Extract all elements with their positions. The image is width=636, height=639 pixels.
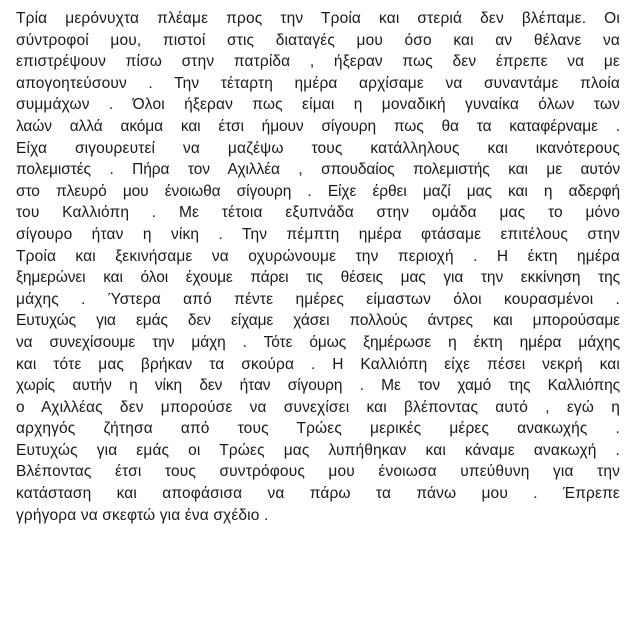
text-line: χωρίς αυτήν η νίκη δεν ήταν σίγουρη . Με τον χαμό της Καλλιόπης <box>16 377 620 395</box>
text-line: Είχα σιγουρευτεί να μαζέψω τους κατάλληλους και ικανότερους <box>16 139 620 157</box>
text-line: Τρία μερόνυχτα πλέαμε προς την Τροία και στεριά δεν βλέπαμε. Οι <box>16 10 620 27</box>
text-line: του Καλλιόπη . Με τέτοια εξυπνάδα στην ομάδα μας το μόνο <box>16 204 620 222</box>
text-line: Ευτυχώς για εμάς δεν είχαμε χάσει πολλούς άντρες και μπορούσαμε <box>16 312 620 330</box>
text-line: αρχηγός ζήτησα από τους Τρώες μερικές μέρες ανακωχής . <box>16 420 620 438</box>
text-line: σίγουρο ήταν η νίκη . Την πέμπτη ημέρα φτάσαμε επιτέλους στην <box>16 225 620 243</box>
text-line: μάχης . Ύστερα από πέντε ημέρες είμαστων όλοι κουρασμένοι . <box>16 290 620 308</box>
text-line: ξημερώνει και όλοι έχουμε πάρει τις θέσεις μας για την εκκίνηση της <box>16 269 620 287</box>
text-line: Ευτυχώς για εμάς οι Τρώες μας λυπήθηκαν και κάναμε ανακωχή . <box>16 441 620 459</box>
text-line: απογοητεύσουν . Την τέταρτη ημέρα αρχίσαμε να συναντάμε πλοία <box>16 74 620 92</box>
text-line: συμμάχων . Όλοι ήξεραν πως είμαι η μοναδική γυναίκα όλων των <box>16 96 620 114</box>
text-line: και τότε μας βρήκαν τα σκούρα . Η Καλλιόπη είχε πέσει νεκρή και <box>16 355 620 373</box>
text-line: Τροία και ξεκινήσαμε να οχυρώνουμε την περιοχή . Η έκτη ημέρα <box>16 247 620 265</box>
text-line: ο Αχιλλέας δεν μπορούσε να συνεχίσει και βλέποντας αυτό , εγώ η <box>16 398 620 416</box>
text-line: Βλέποντας έτσι τους συντρόφους μου ένοιωσα υπεύθυνη για την <box>16 463 620 481</box>
text-line: στο πλευρό μου ένοιωθα σίγουρη . Είχε έρθει μαζί μας και η αδερφή <box>16 182 620 200</box>
text-line: σύντροφοί μου, πιστοί στις διαταγές μου όσο και αν θέλανε να <box>16 31 620 49</box>
text-line: κατάσταση και αποφάσισα να πάρω τα πάνω μου . Έπρεπε <box>16 485 620 503</box>
text-line: να συνεχίσουμε την μάχη . Τότε όμως ξημέρωσε η έκτη ημέρα μάχης <box>16 333 620 351</box>
text-line: επιστρέψουν πίσω στην πατρίδα , ήξεραν πως δεν έπρεπε να με <box>16 53 620 71</box>
text-line: πολεμιστές . Πήρα τον Αχιλλέα , σπουδαίος πολεμιστής και με αυτόν <box>16 161 620 179</box>
story-paragraph <box>16 8 620 526</box>
text-line: γρήγορα να σκεφτώ για ένα σχέδιο . <box>16 506 269 524</box>
text-line: λαών αλλά ακόμα και έτσι ήμουν σίγουρη πως θα τα καταφέρναμε . <box>16 117 620 135</box>
